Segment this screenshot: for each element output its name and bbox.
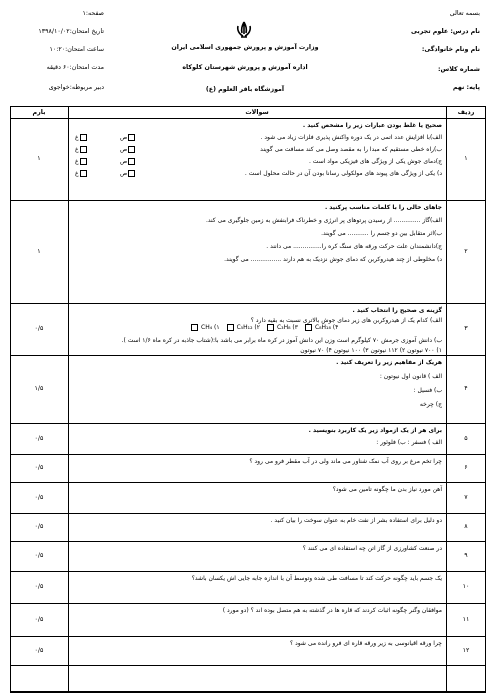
question-score: ۱ (37, 155, 41, 162)
teacher-name: دبیر مربوطه:خواجوی (48, 84, 104, 91)
question-text: چرا تخم مرغ بر روی آب نمک شناور می ماند ولی در آب مقطر فرو می رود ؟ (249, 458, 442, 465)
question-text: الف ) قانون اول نیوتون : (379, 373, 442, 380)
question-number: ۱ (464, 155, 468, 162)
question-number: ۵ (464, 434, 468, 442)
question-text: برای هر از یک ازمواد زیر یک کاربرد بنویسید . (308, 427, 442, 434)
choice-label: C₃H₈ (۳ (276, 324, 298, 331)
question-text: ۱) ۷۰۰ نیوتون ۲) ۱۱۲ نیوتون ۳) ۱۰۰ نیوتون ۴) ۷۰ نیوتون (300, 347, 442, 354)
question-text: گزینه ی صحیح را انتخاب کنید . (352, 307, 442, 314)
question-number: ۱۲ (462, 646, 470, 654)
question-text: ج)دمای جوش یکی از ویژگی های فیزیکی مواد است . (308, 158, 442, 165)
office-title: اداره آموزش و پرورش شهرستان کلوکاه (182, 64, 308, 71)
question-score: ۰/۵ (34, 434, 44, 442)
question-text: جاهای خالی را با کلمات مناسب پرکنید . (324, 204, 442, 211)
question-score: ۰/۵ (34, 523, 44, 530)
tf-label: ص (120, 170, 128, 177)
question-score: ۰/۵ (34, 646, 44, 654)
checkbox-icon[interactable] (128, 134, 135, 141)
score-column-header: بارم (32, 109, 46, 116)
question-text: هریک از مفاهیم زیر را تعریف کنید . (336, 359, 442, 366)
question-score: ۰/۵ (34, 493, 44, 501)
choice-checkbox-icon[interactable] (267, 324, 274, 331)
choice-checkbox-icon[interactable] (227, 324, 234, 331)
question-text: د) یکی از ویژگی های پیوند های مولکولی رسانا بودن آن در حالت محلول است . (244, 170, 442, 177)
question-text: الف ) فسفر : ب) فلوئور : (376, 439, 442, 446)
question-number: ۶ (464, 464, 468, 471)
false-option[interactable] (75, 146, 88, 153)
tf-label: ص (120, 146, 128, 153)
question-number: ۸ (464, 523, 468, 530)
false-option[interactable] (75, 134, 88, 141)
checkbox-icon[interactable] (80, 134, 87, 141)
choice-checkbox-icon[interactable] (305, 324, 312, 331)
exam-time: ساعت امتحان:۱۰:۲۰ (49, 46, 104, 53)
student-name-field[interactable]: نام ونام خانوادگی: (421, 46, 480, 53)
page-number: صفحه:۱ (82, 10, 104, 17)
ministry-title: وزارت آموزش و پرورش جمهوری اسلامی ایران (171, 44, 319, 51)
question-score: ۰/۵ (34, 615, 44, 623)
tf-label: غ (75, 170, 79, 177)
question-score: ۱/۵ (34, 385, 44, 392)
checkbox-icon[interactable] (80, 170, 87, 177)
question-score: ۰/۵ (34, 583, 44, 590)
row-column-header: ردیف (457, 109, 475, 116)
question-number: ۹ (464, 552, 468, 559)
question-number: ۳ (464, 325, 468, 332)
true-option[interactable] (120, 134, 136, 141)
true-option[interactable] (120, 146, 136, 153)
question-text: الف)گاز .............. از رسیدن پرتوهای پر انرژی و خطرناک فرابنفش به زمین جلوگیری می کند. (205, 217, 442, 224)
checkbox-icon[interactable] (128, 158, 135, 165)
school-title: آموزشگاه باقر العلوم (ع) (205, 86, 285, 93)
checkbox-icon[interactable] (80, 146, 87, 153)
question-text: ب)اثر متقابل بین دو جسم را ........... می گویند. (321, 230, 442, 237)
questions-table (10, 106, 486, 692)
question-text: ج)دانشمندان علت حرکت ورقه های سنگ کره را............... می دانند . (266, 243, 442, 250)
tf-label: ص (120, 134, 128, 141)
tf-label: غ (75, 158, 79, 165)
tf-label: غ (75, 146, 79, 153)
question-text: ج) چرخه (419, 401, 442, 408)
question-text: ب) فسیل : (413, 387, 442, 394)
exam-date: تاریخ امتحان:۱۳۹۸/۱۰/۰۲ (38, 28, 104, 35)
question-text: الف) کدام یک از هیدروکربن های زیر دمای جوش بالاتری نسبت به بقیه دارد ؟ (250, 317, 442, 324)
question-text: در صنعت کشاورزی از گاز اتن چه استفاده ای می کنند ؟ (302, 545, 442, 552)
question-text: یک جسم باید چگونه حرکت کند تا مسافت طی شده وتوسط آن با اندازه جابه جایی اش یکسان باشد؟ (191, 575, 442, 582)
iran-emblem-icon (233, 20, 255, 40)
choice-label: CH₄ (۱ (201, 324, 220, 331)
choice-label: C₅H₁₂ (۲ (236, 324, 260, 331)
class-number-field[interactable]: شماره کلاس: (438, 66, 480, 73)
question-score: ۱ (37, 247, 41, 255)
question-text: آهن مورد نیاز بدن ما چگونه تامین می شود؟ (332, 486, 442, 493)
question-score: ۰/۵ (34, 325, 44, 332)
false-option[interactable] (75, 158, 88, 165)
choices-row (190, 324, 344, 331)
question-text: صحیح یا غلط بودن عبارات زیر را مشخص کنید . (302, 122, 442, 129)
question-number: ۱۱ (462, 615, 470, 623)
tf-label: ص (120, 158, 128, 165)
checkbox-icon[interactable] (80, 158, 87, 165)
choice-label: C₈H₁₈ (۴ (314, 324, 339, 331)
question-number: ۴ (464, 385, 468, 392)
question-score: ۰/۵ (34, 552, 44, 559)
question-text: چرا ورقه اقیانوسی به زیر ورقه قاره ای فرو رانده می شود ؟ (290, 640, 442, 647)
checkbox-icon[interactable] (128, 170, 135, 177)
question-number: ۷ (464, 493, 468, 501)
question-text: د) مخلوطی از چند هیدروکربن که دمای جوش نزدیک به هم دارند ................ می گویند. (224, 256, 442, 263)
checkbox-icon[interactable] (128, 146, 135, 153)
question-text: دو دلیل برای استفاده بشر از نفت خام به عنوان سوخت را بیان کنید . (270, 517, 442, 524)
true-option[interactable] (120, 158, 136, 165)
bismillah: بسمه تعالی (449, 10, 480, 17)
questions-column-header: سوالات (245, 109, 269, 116)
question-score: ۰/۵ (34, 464, 44, 471)
question-text: موافقان وگنر چگونه اثبات کردند که قاره ها در گذشته به هم متصل بوده اند ؟ (دو مورد ) (222, 607, 442, 614)
false-option[interactable] (75, 170, 88, 177)
question-text: ب)راه خطی مستقیم که مبدا را به مقصد وصل می کند مسافت می گویند (260, 146, 442, 153)
tf-label: غ (75, 134, 79, 141)
question-text: الف)با افزایش عدد اتمی در یک دوره واکنش پذیری فلزات زیاد می شود . (260, 134, 442, 141)
choice-checkbox-icon[interactable] (191, 324, 198, 331)
exam-duration: مدت امتحان:۶۰ دقیقه (46, 64, 104, 71)
question-number: ۲ (464, 247, 468, 255)
grade: پایه: نهم (452, 84, 480, 91)
subject: نام درس: علوم تجربی (411, 28, 480, 35)
true-option[interactable] (120, 170, 136, 177)
question-text: ب) دانش آموزی جرمش ۷۰ کیلوگرم است وزن این دانش آموز در کره ماه برابر می باشد با:(شتاب جاذبه در کره ماه ۱/۶ است ). (121, 337, 442, 344)
question-number: ۱۰ (462, 583, 470, 590)
